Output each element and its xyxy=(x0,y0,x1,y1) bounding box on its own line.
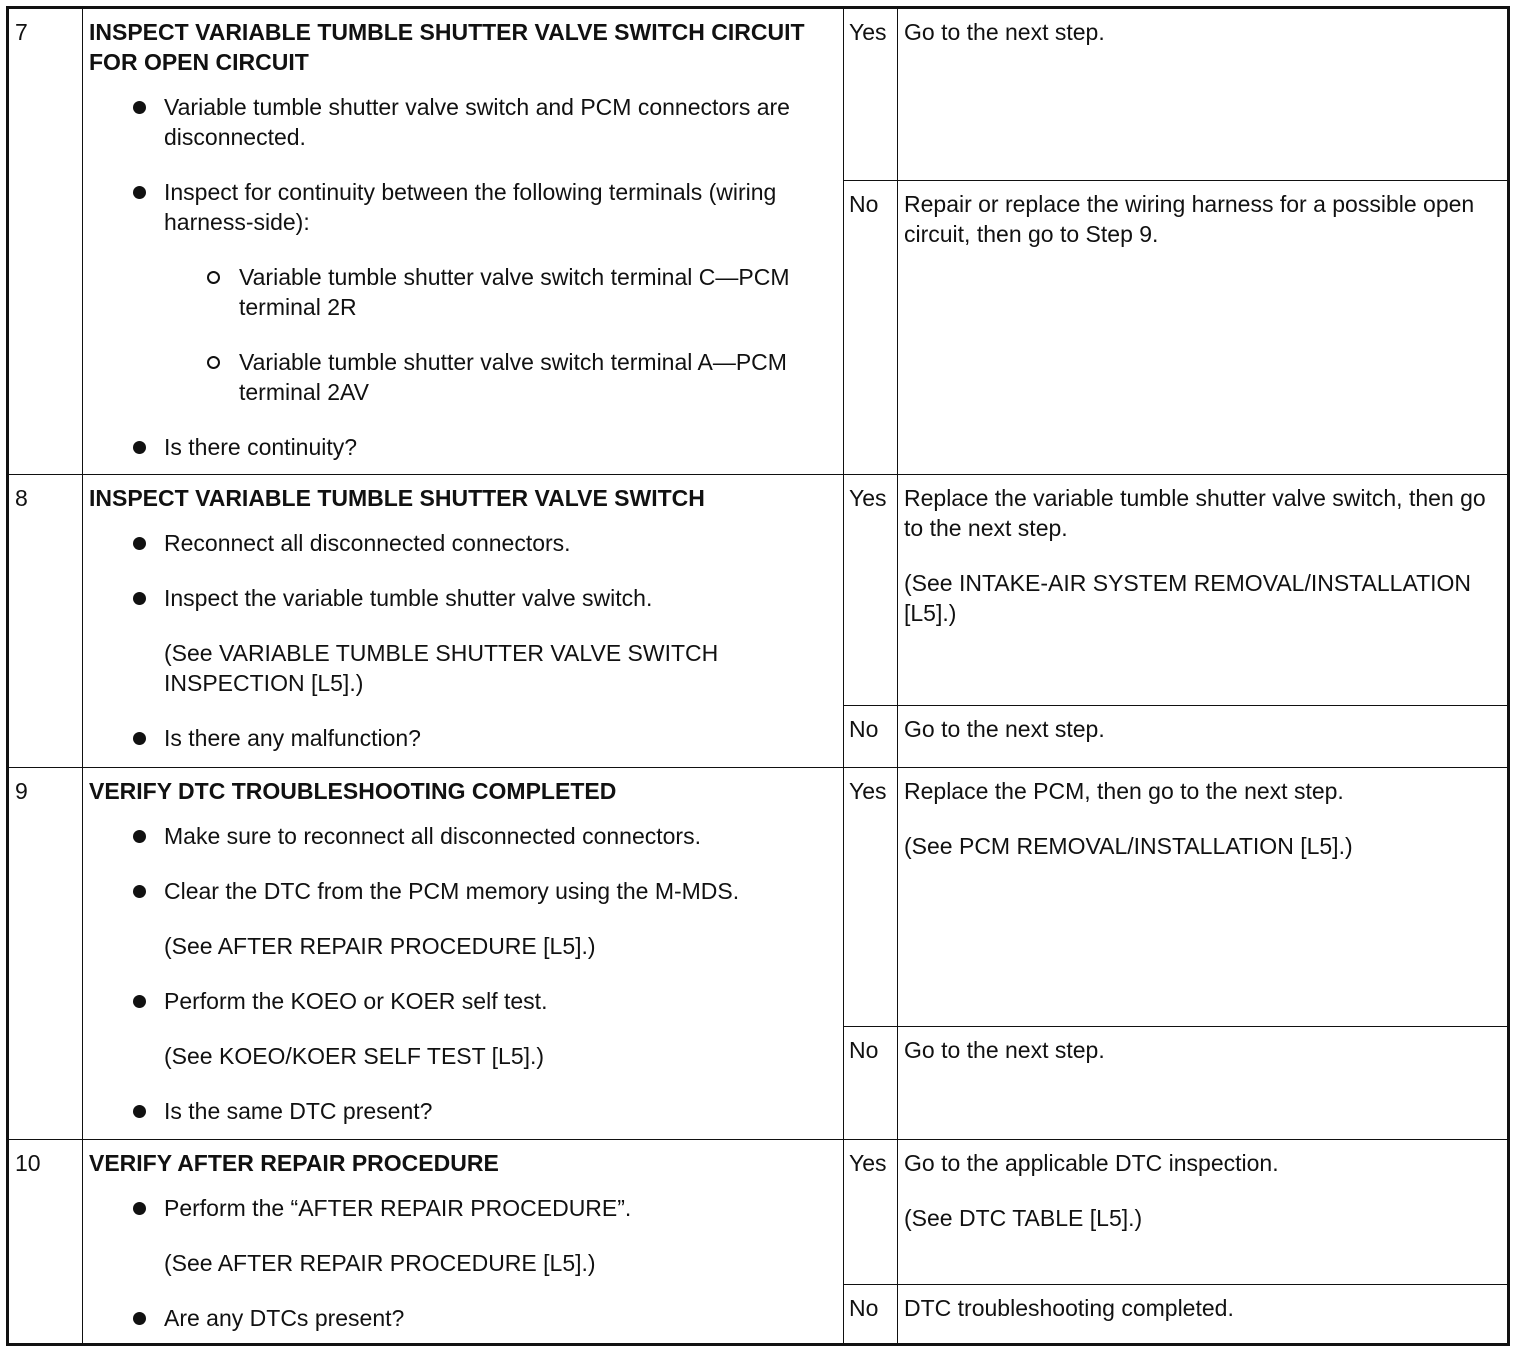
reference-note: (See KOEO/KOER SELF TEST [L5].) xyxy=(164,1043,545,1069)
no-result xyxy=(898,1285,1509,1345)
step-action xyxy=(83,768,844,1140)
step-title: INSPECT VARIABLE TUMBLE SHUTTER VALVE SWITCH CIRCUIT FOR OPEN CIRCUIT xyxy=(89,19,805,75)
bullet-item: Is there continuity? xyxy=(164,432,823,462)
bullet-item: Clear the DTC from the PCM memory using the M-MDS. xyxy=(164,876,823,906)
result-reference: (See DTC TABLE [L5].) xyxy=(904,1205,1143,1231)
no-label: No xyxy=(844,1027,898,1140)
result-reference: (See INTAKE-AIR SYSTEM REMOVAL/INSTALLATION [L5].) xyxy=(904,570,1472,626)
reference-note: (See AFTER REPAIR PROCEDURE [L5].) xyxy=(164,1250,596,1276)
result-reference: (See PCM REMOVAL/INSTALLATION [L5].) xyxy=(904,833,1353,859)
bullet-item: Is there any malfunction? xyxy=(164,723,823,753)
result-text: Replace the PCM, then go to the next step. xyxy=(904,778,1344,804)
step-title: INSPECT VARIABLE TUMBLE SHUTTER VALVE SWITCH xyxy=(89,485,705,511)
step-number: 8 xyxy=(8,475,83,768)
troubleshooting-table xyxy=(6,6,1510,1346)
step-action xyxy=(83,8,844,475)
step-number: 10 xyxy=(8,1140,83,1345)
no-result xyxy=(898,181,1509,475)
bullet-item: Perform the “AFTER REPAIR PROCEDURE”. xyxy=(164,1193,823,1223)
result-text: Go to the next step. xyxy=(904,1037,1105,1063)
step-number: 9 xyxy=(8,768,83,1140)
no-result xyxy=(898,706,1509,768)
reference-note: (See AFTER REPAIR PROCEDURE [L5].) xyxy=(164,933,596,959)
yes-label: Yes xyxy=(844,8,898,181)
result-text: DTC troubleshooting completed. xyxy=(904,1295,1234,1321)
yes-label: Yes xyxy=(844,1140,898,1285)
no-result xyxy=(898,1027,1509,1140)
step-row-yes xyxy=(8,475,1509,706)
sub-bullet-item: Variable tumble shutter valve switch terminal C—PCM terminal 2R xyxy=(239,262,823,322)
result-text: Go to the next step. xyxy=(904,716,1105,742)
yes-label: Yes xyxy=(844,768,898,1027)
result-text: Replace the variable tumble shutter valve switch, then go to the next step. xyxy=(904,485,1486,541)
step-action xyxy=(83,475,844,768)
bullet-item: Are any DTCs present? xyxy=(164,1303,823,1333)
step-title: VERIFY AFTER REPAIR PROCEDURE xyxy=(89,1150,499,1176)
result-text: Go to the next step. xyxy=(904,19,1105,45)
bullet-item: Inspect for continuity between the following terminals (wiring harness-side): xyxy=(164,177,823,237)
step-action xyxy=(83,1140,844,1345)
bullet-item: Perform the KOEO or KOER self test. xyxy=(164,986,823,1016)
yes-result xyxy=(898,475,1509,706)
yes-result xyxy=(898,768,1509,1027)
step-title: VERIFY DTC TROUBLESHOOTING COMPLETED xyxy=(89,778,617,804)
result-text: Repair or replace the wiring harness for a possible open circuit, then go to Step 9. xyxy=(904,191,1475,247)
sub-bullet-item: Variable tumble shutter valve switch terminal A—PCM terminal 2AV xyxy=(239,347,823,407)
no-label: No xyxy=(844,181,898,475)
result-text: Go to the applicable DTC inspection. xyxy=(904,1150,1279,1176)
yes-label: Yes xyxy=(844,475,898,706)
no-label: No xyxy=(844,706,898,768)
step-row-yes xyxy=(8,8,1509,181)
bullet-item: Make sure to reconnect all disconnected connectors. xyxy=(164,821,823,851)
step-number: 7 xyxy=(8,8,83,475)
no-label: No xyxy=(844,1285,898,1345)
bullet-item: Is the same DTC present? xyxy=(164,1096,823,1126)
step-row-yes xyxy=(8,768,1509,1027)
step-row-yes xyxy=(8,1140,1509,1285)
bullet-item: Inspect the variable tumble shutter valve switch. xyxy=(164,583,823,613)
yes-result xyxy=(898,8,1509,181)
reference-note: (See VARIABLE TUMBLE SHUTTER VALVE SWITCH INSPECTION [L5].) xyxy=(164,640,719,696)
bullet-item: Reconnect all disconnected connectors. xyxy=(164,528,823,558)
bullet-item: Variable tumble shutter valve switch and PCM connectors are disconnected. xyxy=(164,92,823,152)
yes-result xyxy=(898,1140,1509,1285)
